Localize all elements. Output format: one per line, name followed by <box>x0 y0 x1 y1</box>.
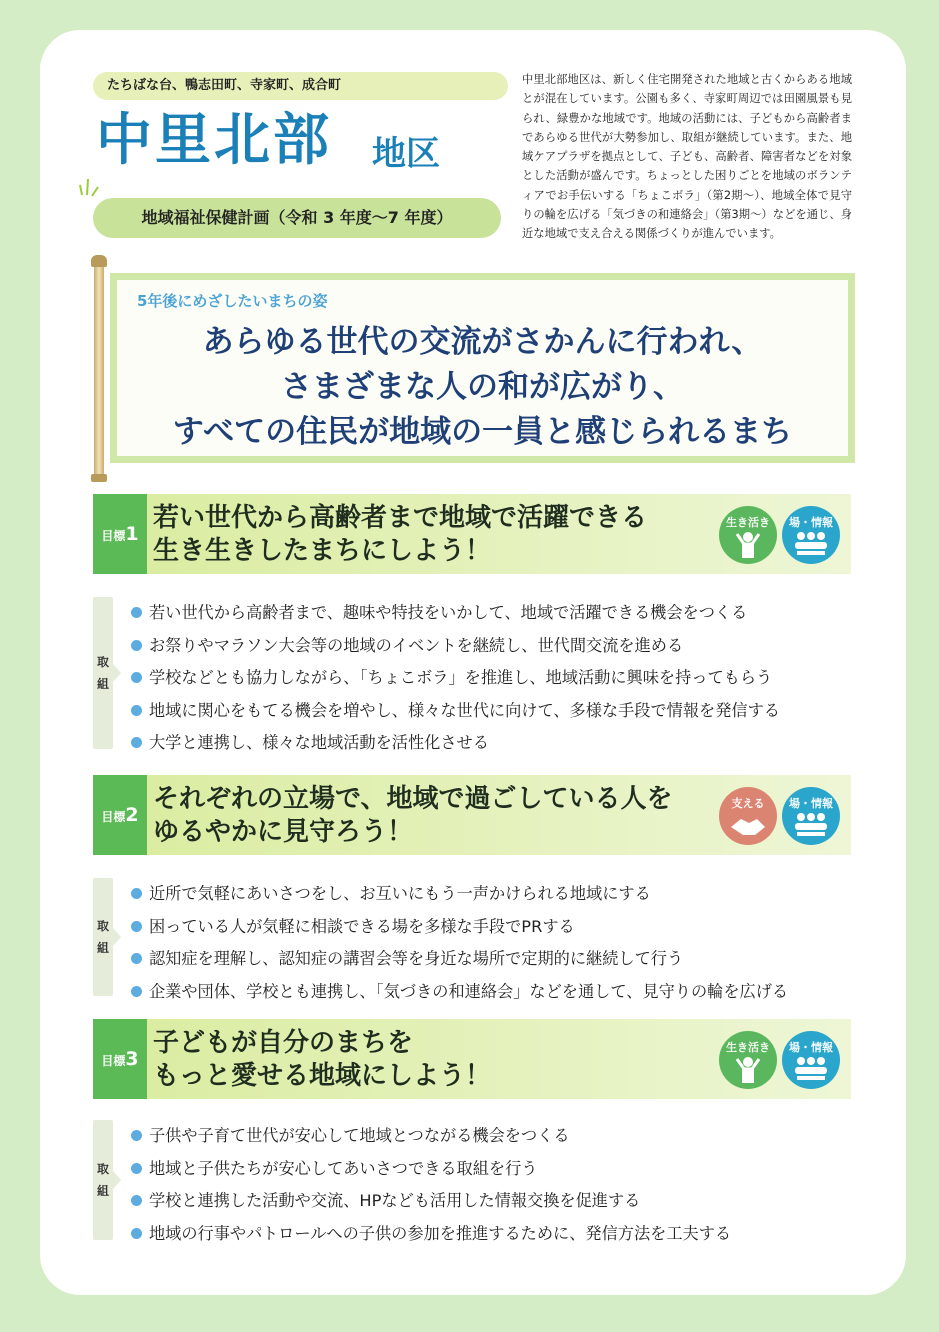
ikiiki-badge: 生き活き <box>719 506 777 564</box>
action-item: 若い世代から高齢者まで、趣味や特技をいかして、地域で活躍できる機会をつくる <box>131 597 780 630</box>
goal-1-title: 若い世代から高齢者まで地域で活躍できる 生き生きしたまちにしよう！ <box>153 503 648 566</box>
actions-arrow <box>113 1171 121 1189</box>
area-names: たちばな台、鴨志田町、寺家町、成合町 <box>93 72 508 100</box>
support-badge: 支える <box>719 787 777 845</box>
action-item: 近所で気軽にあいさつをし、お互いにもう一声かけられる地域にする <box>131 878 788 911</box>
action-item: 子供や子育て世代が安心して地域とつながる機会をつくる <box>131 1120 731 1153</box>
district-title-suffix: 地区 <box>372 134 440 174</box>
handshake-icon <box>729 811 767 841</box>
goal-1-tag: 目標1 <box>93 494 147 574</box>
place-info-badge: 場・情報 <box>782 506 840 564</box>
goal-1-header <box>93 494 851 574</box>
actions-arrow <box>113 928 121 946</box>
district-title: 中里北部 <box>96 108 332 173</box>
place-info-badge: 場・情報 <box>782 1031 840 1089</box>
place-info-badge: 場・情報 <box>782 787 840 845</box>
flag-pole-cap <box>91 255 107 267</box>
person-arms-up-icon <box>729 1055 767 1085</box>
goal-3-tag: 目標3 <box>93 1019 147 1099</box>
action-item: 学校などとも協力しながら、「ちょこボラ」を推進し、地域活動に興味を持ってもらう <box>131 662 780 695</box>
goal-3-title: 子どもが自分のまちを もっと愛せる地域にしよう！ <box>153 1028 492 1091</box>
vision-line-1: あらゆる世代の交流がさかんに行われ、 <box>202 324 763 360</box>
action-item: 学校と連携した活動や交流、HPなども活用した情報交換を促進する <box>131 1185 731 1218</box>
action-item: 認知症を理解し、認知症の講習会等を身近な場所で定期的に継続して行う <box>131 943 788 976</box>
ikiiki-badge: 生き活き <box>719 1031 777 1089</box>
actions-label: 取 組 <box>96 919 109 955</box>
action-item: お祭りやマラソン大会等の地域のイベントを継続し、世代間交流を進める <box>131 630 780 663</box>
goal-2-header <box>93 775 851 855</box>
group-meeting-icon <box>792 1055 830 1085</box>
district-intro: 中里北部地区は、新しく住宅開発された地域と古くからある地域とが混在しています。公園も多く、寺家町周辺では田園風景も見られ、緑豊かな地域です。地域の活動には、子どもから高齢者まであらゆる世代が大勢参加し、取組が継続しています。また、地域ケアプラザを拠点として、子ども、高齢者、障害者などを対象とした活動が盛んです。ちょっとした困りごとを地域のボランティアでお手伝いする「ちょこボラ」（第2期～）、地域全体で見守りの輪を広げる「気づきの和連絡会」（第3期～）などを通じ、身近な地域で支え合える関係づくりが進んでいます。 <box>522 73 852 241</box>
actions-label: 取 組 <box>96 1162 109 1198</box>
action-item: 企業や団体、学校とも連携し、「気づきの和連絡会」などを通して、見守りの輪を広げる <box>131 976 788 1009</box>
action-item: 地域の行事やパトロールへの子供の参加を推進するために、発信方法を工夫する <box>131 1218 731 1251</box>
plan-period-badge: 地域福祉保健計画（令和 3 年度～7 年度） <box>93 198 501 238</box>
vision-banner <box>110 273 855 463</box>
actions-arrow <box>113 664 121 682</box>
goal-2-tag: 目標2 <box>93 775 147 855</box>
group-meeting-icon <box>792 811 830 841</box>
actions-label: 取 組 <box>96 655 109 691</box>
goal-3-header <box>93 1019 851 1099</box>
sparkle-icon <box>78 175 102 197</box>
action-item: 大学と連携し、様々な地域活動を活性化させる <box>131 727 780 760</box>
vision-line-2: さまざまな人の和が広がり、 <box>281 369 684 405</box>
person-arms-up-icon <box>729 530 767 560</box>
flag-pole-base <box>91 474 107 482</box>
action-item: 地域と子供たちが安心してあいさつできる取組を行う <box>131 1153 731 1186</box>
group-meeting-icon <box>792 530 830 560</box>
action-item: 地域に関心をもてる機会を増やし、様々な世代に向けて、多様な手段で情報を発信する <box>131 695 780 728</box>
action-item: 困っている人が気軽に相談できる場を多様な手段でPRする <box>131 911 788 944</box>
vision-label: 5年後にめざしたいまちの姿 <box>137 292 328 310</box>
vision-line-3: すべての住民が地域の一員と感じられるまち <box>172 414 793 450</box>
goal-2-title: それぞれの立場で、地域で過ごしている人を ゆるやかに見守ろう！ <box>153 784 673 847</box>
flag-pole <box>94 262 104 480</box>
